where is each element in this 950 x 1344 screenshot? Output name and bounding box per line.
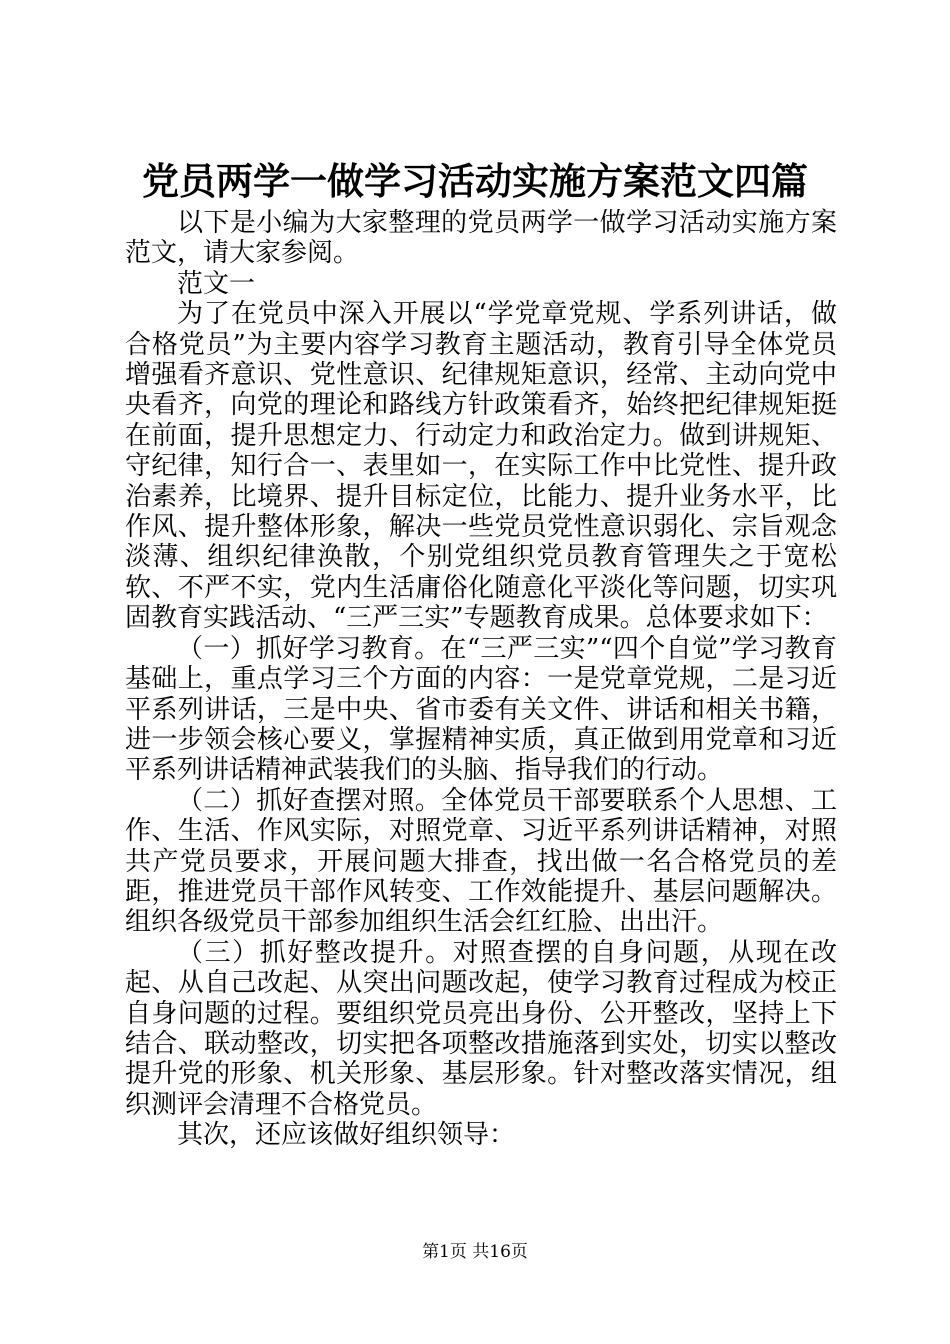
document-body bbox=[125, 208, 837, 1151]
document-title: 党员两学一做学习活动实施方案范文四篇 bbox=[142, 159, 808, 203]
body-paragraph: （一）抓好学习教育。在“三严三实”“四个自觉”学习教育基础上，重点学习三个方面的内容：一是党章党规，二是习近平系列讲话，三是中央、省市委有关文件、讲话和相关书籍，进一步领会核心要义，掌握精神实质，真正做到用党章和习近平系列讲话精神武装我们的头脑、指导我们的行动。 bbox=[125, 633, 837, 786]
page-number-footer: 第1页 共16页 bbox=[422, 1242, 528, 1262]
body-paragraph: 为了在党员中深入开展以“学党章党规、学系列讲话，做合格党员”为主要内容学习教育主题活动，教育引导全体党员增强看齐意识、党性意识、纪律规矩意识，经常、主动向党中央看齐，向党的理论和路线方针政策看齐，始终把纪律规矩挺在前面，提升思想定力、行动定力和政治定力。做到讲规矩、守纪律，知行合一、表里如一，在实际工作中比党性、提升政治素养，比境界、提升目标定位，比能力、提升业务水平，比作风、提升整体形象，解决一些党员党性意识弱化、宗旨观念淡薄、组织纪律涣散，个别党组织党员教育管理失之于宽松软、不严不实，党内生活庸俗化随意化平淡化等问题，切实巩固教育实践活动、“三严三实”专题教育成果。总体要求如下： bbox=[125, 299, 837, 634]
intro-paragraph: 以下是小编为大家整理的党员两学一做学习活动实施方案范文，请大家参阅。 bbox=[125, 208, 837, 269]
body-paragraph: （二）抓好查摆对照。全体党员干部要联系个人思想、工作、生活、作风实际，对照党章、习近平系列讲话精神，对照共产党员要求，开展问题大排查，找出做一名合格党员的差距，推进党员干部作风转变、工作效能提升、基层问题解决。组织各级党员干部参加组织生活会红红脸、出出汗。 bbox=[125, 785, 837, 938]
body-paragraph: 其次，还应该做好组织领导： bbox=[177, 1120, 516, 1151]
section-heading: 范文一 bbox=[177, 268, 256, 299]
body-paragraph: （三）抓好整改提升。对照查摆的自身问题，从现在改起、从自己改起、从突出问题改起，使学习教育过程成为校正自身问题的过程。要组织党员亮出身份、公开整改，坚持上下结合、联动整改，切实把各项整改措施落到实处，切实以整改提升党的形象、机关形象、基层形象。针对整改落实情况，组织测评会清理不合格党员。 bbox=[125, 937, 837, 1120]
